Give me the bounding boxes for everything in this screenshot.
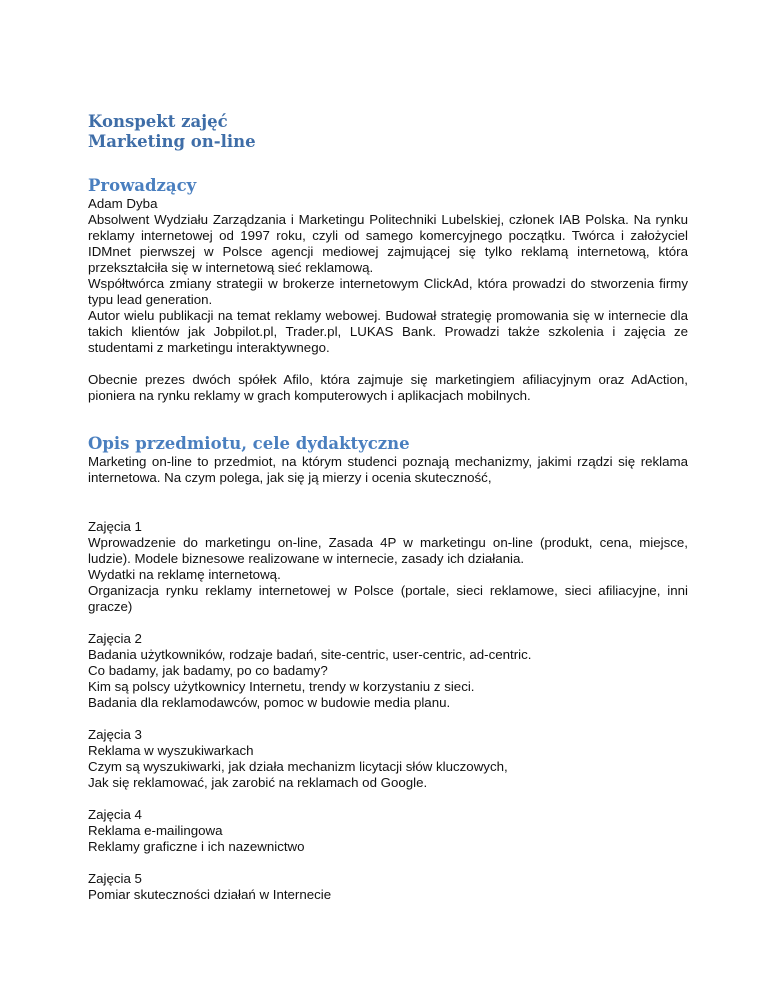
document-page (88, 112, 688, 903)
title-line-2: Marketing on-line (88, 132, 256, 151)
lesson-title: Zajęcia 3 (88, 727, 142, 742)
lesson-4 (88, 807, 688, 855)
lesson-title: Zajęcia 2 (88, 631, 142, 646)
document-title (88, 112, 688, 152)
title-line-1: Konspekt zajęć (88, 112, 228, 131)
lesson-line: Jak się reklamować, jak zarobić na reklamach od Google. (88, 775, 428, 790)
lesson-line: Badania użytkowników, rodzaje badań, site-centric, user-centric, ad-centric. (88, 647, 532, 662)
lesson-title: Zajęcia 1 (88, 519, 142, 534)
lesson-5 (88, 871, 688, 903)
lesson-line: Wprowadzenie do marketingu on-line, Zasada 4P w marketingu on-line (produkt, cena, miejsce, ludzie). Modele biznesowe realizowane w internecie, zasady ich działania. (88, 535, 688, 566)
lesson-3 (88, 727, 688, 791)
instructor-bio-2: Współtwórca zmiany strategii w brokerze internetowym ClickAd, która prowadzi do stworzenia firmy typu lead generation. (88, 276, 688, 307)
lesson-2 (88, 631, 688, 711)
lesson-line: Organizacja rynku reklamy internetowej w Polsce (portale, sieci reklamowe, sieci afiliacyjne, inni gracze) (88, 583, 688, 614)
lesson-line: Co badamy, jak badamy, po co badamy? (88, 663, 328, 678)
lesson-line: Reklamy graficzne i ich nazewnictwo (88, 839, 305, 854)
description-section (88, 434, 688, 486)
instructor-bio-3: Autor wielu publikacji na temat reklamy webowej. Budował strategię promowania się w internecie dla takich klientów jak Jobpilot.pl, Trader.pl, LUKAS Bank. Prowadzi także szkolenia i zajęcia ze studentami z marketingu interaktywnego. (88, 308, 688, 355)
lesson-line: Reklama w wyszukiwarkach (88, 743, 254, 758)
lesson-line: Reklama e-mailingowa (88, 823, 223, 838)
instructor-name: Adam Dyba (88, 196, 158, 211)
lesson-1 (88, 519, 688, 615)
instructor-section (88, 176, 688, 404)
lesson-line: Pomiar skuteczności działań w Internecie (88, 887, 332, 902)
lesson-line: Kim są polscy użytkownicy Internetu, trendy w korzystaniu z sieci. (88, 679, 475, 694)
lesson-title: Zajęcia 5 (88, 871, 142, 886)
description-text: Marketing on-line to przedmiot, na którym studenci poznają mechanizmy, jakimi rządzi się reklama internetowa. Na czym polega, jak się ją mierzy i ocenia skuteczność, (88, 454, 688, 485)
instructor-bio-4: Obecnie prezes dwóch spółek Afilo, która zajmuje się marketingiem afiliacyjnym oraz AdAction, pioniera na rynku reklamy w grach komputerowych i aplikacjach mobilnych. (88, 372, 688, 403)
lesson-title: Zajęcia 4 (88, 807, 142, 822)
description-heading: Opis przedmiotu, cele dydaktyczne (88, 434, 410, 453)
instructor-bio-1: Absolwent Wydziału Zarządzania i Marketingu Politechniki Lubelskiej, członek IAB Polska. Na rynku reklamy internetowej od 1997 roku, czyli od samego komercyjnego początku. Twórca i założyciel IDMnet pierwszej w Polsce agencji mediowej zajmującej się tylko reklamą internetową, która przekształciła się w internetową sieć reklamową. (88, 212, 688, 275)
lesson-line: Wydatki na reklamę internetową. (88, 567, 281, 582)
lesson-line: Badania dla reklamodawców, pomoc w budowie media planu. (88, 695, 451, 710)
lesson-line: Czym są wyszukiwarki, jak działa mechanizm licytacji słów kluczowych, (88, 759, 508, 774)
instructor-heading: Prowadzący (88, 176, 197, 195)
